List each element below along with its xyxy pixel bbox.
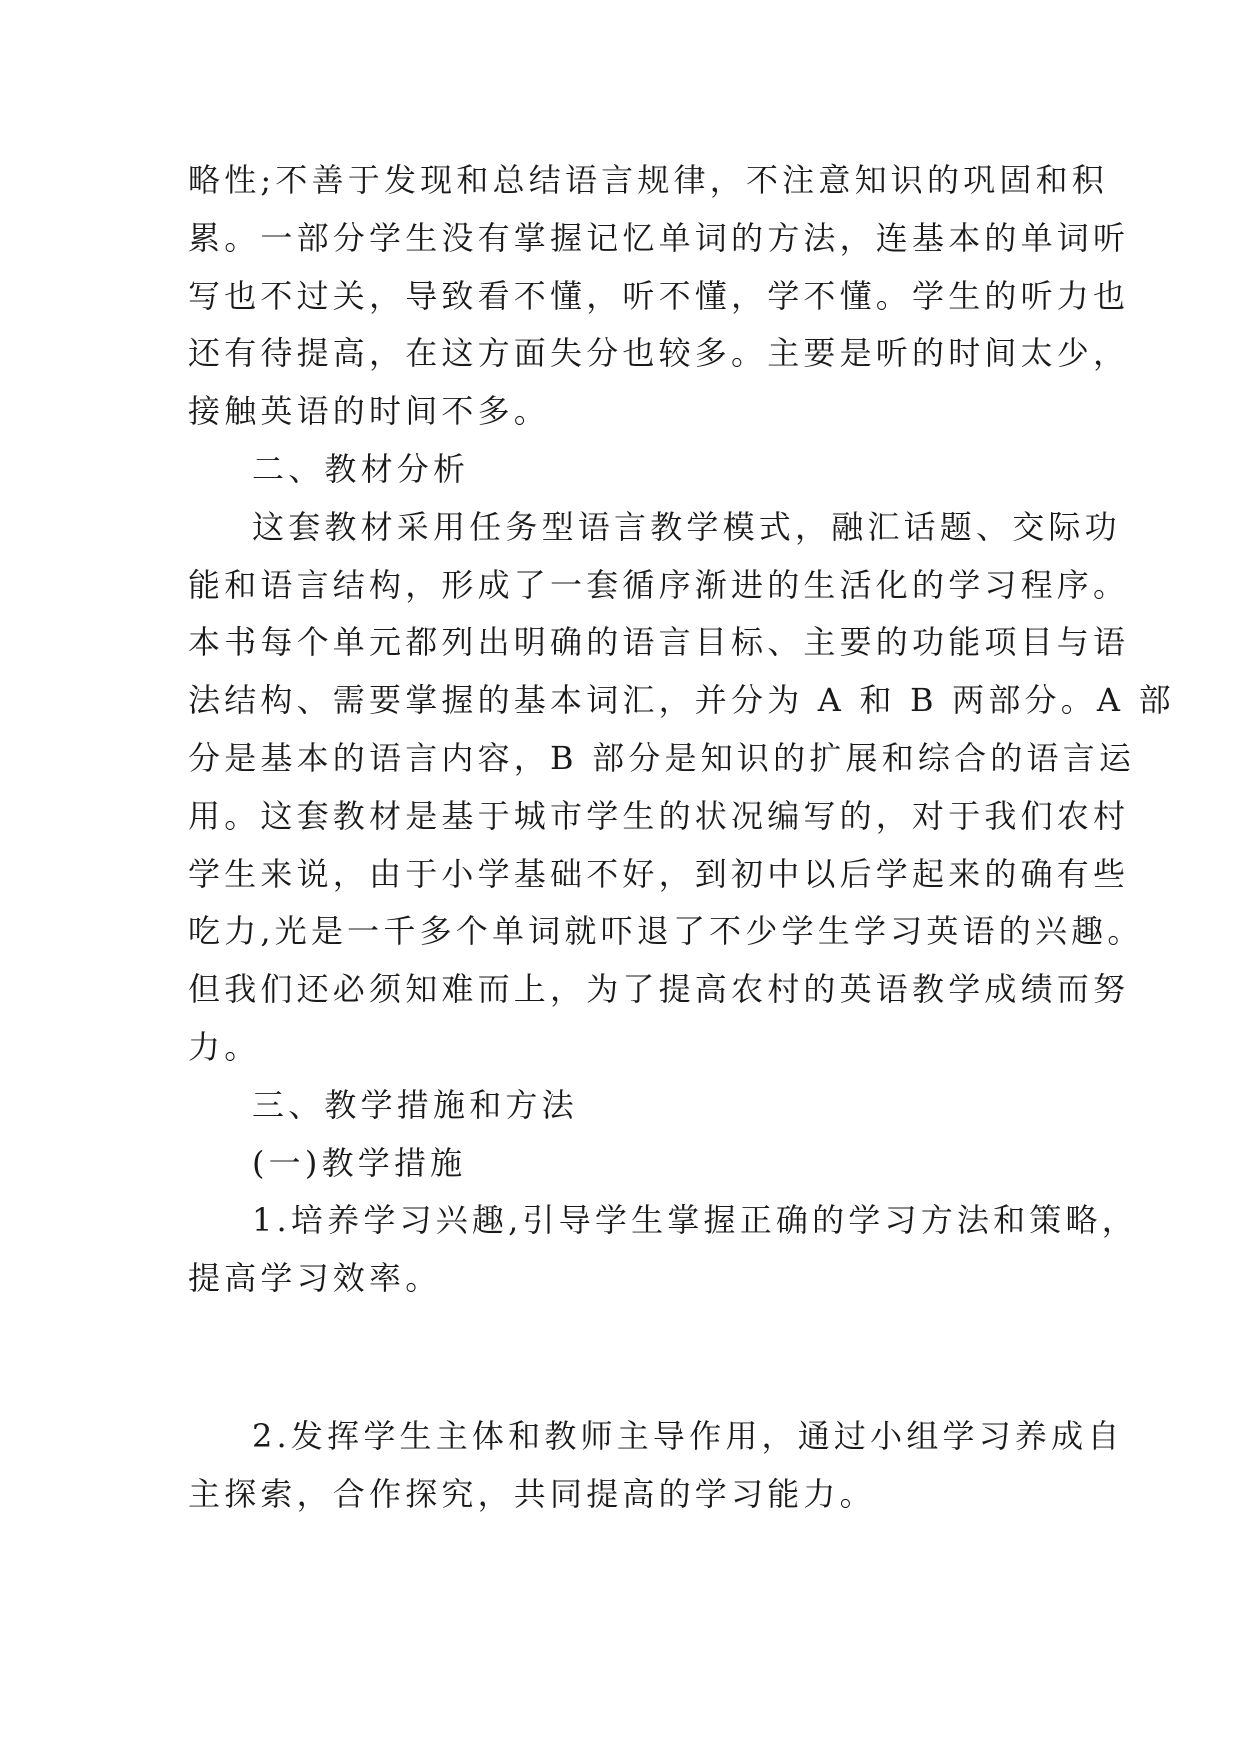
paragraph-line: 学生来说，由于小学基础不好，到初中以后学起来的确有些 [188, 854, 1130, 893]
paragraph-line: 略性;不善于发现和总结语言规律，不注意知识的巩固和积 [188, 161, 1108, 199]
paragraph-line: 累。一部分学生没有掌握记忆单词的方法，连基本的单词听 [188, 218, 1130, 257]
list-item-1-continuation: 提高学习效率。 [188, 1259, 442, 1298]
paragraph-line: 这套教材采用任务型语言教学模式，融汇话题、交际功 [252, 507, 1121, 546]
paragraph-line: 吃力,光是一千多个单词就吓退了不少学生学习英语的兴趣。 [188, 912, 1144, 951]
paragraph-line: 用。这套教材是基于城市学生的状况编写的，对于我们农村 [188, 796, 1130, 835]
paragraph-line: 接触英语的时间不多。 [188, 392, 551, 431]
list-item-2: 2.发挥学生主体和教师主导作用，通过小组学习养成自 [252, 1416, 1124, 1455]
paragraph-line: 分是基本的语言内容，B 部分是知识的扩展和综合的语言运 [188, 738, 1136, 777]
paragraph-line: 能和语言结构，形成了一套循序渐进的生活化的学习程序。 [188, 565, 1130, 604]
paragraph-line: 法结构、需要掌握的基本词汇，并分为 A 和 B 两部分。A 部 [188, 681, 1175, 720]
paragraph-gap [188, 1308, 1068, 1408]
list-item-2-continuation: 主探索，合作探究，共同提高的学习能力。 [188, 1474, 876, 1513]
list-item-1: 1.培养学习兴趣,引导学生掌握正确的学习方法和策略， [252, 1201, 1138, 1240]
section-heading-textbook-analysis: 二、教材分析 [252, 449, 470, 488]
paragraph-line: 还有待提高，在这方面失分也较多。主要是听的时间太少， [188, 334, 1130, 373]
paragraph-line: 本书每个单元都列出明确的语言目标、主要的功能项目与语 [188, 623, 1130, 662]
paragraph-line: 写也不过关，导致看不懂，听不懂，学不懂。学生的听力也 [188, 276, 1130, 315]
subsection-heading: (一)教学措施 [252, 1143, 467, 1182]
paragraph-line: 但我们还必须知难而上，为了提高农村的英语教学成绩而努 [188, 970, 1130, 1009]
document-body [188, 152, 1175, 1524]
paragraph-line: 力。 [188, 1027, 261, 1066]
section-heading-teaching-measures: 三、教学措施和方法 [252, 1085, 578, 1124]
